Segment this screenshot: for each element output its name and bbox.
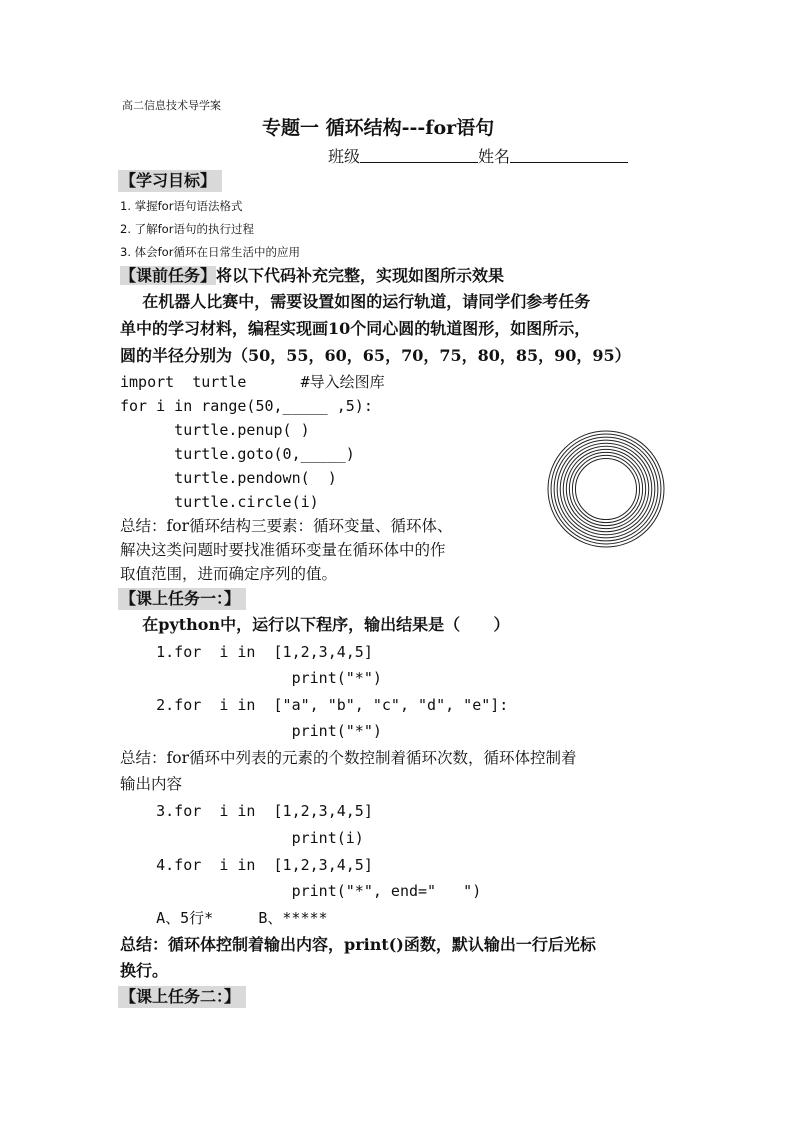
task1-summary2: 总结：循环体控制着输出内容，print()函数，默认输出一行后光标 [120, 935, 596, 954]
circle-ring [548, 431, 664, 547]
task1-code-line: print("*") [120, 722, 382, 740]
name-label: 姓名 [478, 147, 511, 166]
class-blank [360, 148, 478, 163]
pre-task-heading-bracket: 【课前任务】 [120, 266, 217, 285]
page-title: 专题一 循环结构---for语句 [262, 117, 495, 139]
circle-ring [566, 449, 645, 528]
task1-question: 在python中，运行以下程序，输出结果是（ ） [120, 615, 510, 634]
pre-task-summary: 总结：for循环结构三要素：循环变量、循环体、 [120, 517, 453, 535]
task1-summary: 总结：for循环中列表的元素的个数控制着循环次数，循环体控制着 [120, 749, 577, 767]
circle-ring [575, 458, 636, 519]
document-header: 高二信息技术导学案 [122, 99, 221, 112]
pre-task-heading [118, 265, 510, 287]
circle-ring [572, 455, 639, 522]
pre-task-summary: 取值范围，进而确定序列的值。 [120, 565, 338, 583]
task1-heading: 【课上任务一：】 [118, 588, 246, 610]
task1-options: A、5行* B、***** [120, 909, 328, 927]
pre-task-para: 单中的学习材料，编程实现画10个同心圆的轨道图形，如图所示， [120, 319, 591, 338]
pre-task-summary: 解决这类问题时要找准循环变量在循环体中的作 [120, 541, 446, 559]
code-line: turtle.pendown( ) [120, 469, 337, 487]
code-line: turtle.circle(i) [120, 493, 319, 511]
concentric-circles-figure [546, 429, 666, 549]
class-label: 班级 [328, 147, 361, 166]
pre-task-heading-text: 将以下代码补充完整，实现如图所示效果 [216, 266, 505, 285]
class-name-line [328, 148, 628, 166]
task1-code-line: print(i) [120, 829, 364, 847]
code-line: import turtle #导入绘图库 [120, 373, 385, 391]
task1-summary2: 换行。 [120, 961, 169, 980]
code-line: for i in range(50,_____ ,5): [120, 397, 373, 415]
task1-code-line: print("*", end=" ") [120, 882, 482, 900]
pre-task-para: 圆的半径分别为（50，55，60，65，70，75，80，85，90，95） [120, 346, 631, 365]
task1-code-line: 1.for i in [1,2,3,4,5] [120, 643, 373, 661]
circle-ring [569, 452, 642, 525]
circle-ring [557, 440, 655, 538]
goal-item: 3. 体会for循环在日常生活中的应用 [120, 245, 300, 259]
goals-heading: 【学习目标】 [118, 170, 222, 192]
goal-item: 1. 掌握for语句语法格式 [120, 199, 243, 213]
task1-code-line: 4.for i in [1,2,3,4,5] [120, 856, 373, 874]
task2-heading: 【课上任务二：】 [118, 986, 246, 1008]
pre-task-para: 在机器人比赛中，需要设置如图的运行轨道，请同学们参考任务 [120, 292, 591, 311]
task1-code-line: 2.for i in ["a", "b", "c", "d", "e"]: [120, 696, 509, 714]
task1-code-line: 3.for i in [1,2,3,4,5] [120, 802, 373, 820]
code-line: turtle.goto(0,_____) [120, 445, 355, 463]
circle-ring [563, 446, 648, 531]
circle-ring [560, 443, 652, 535]
task1-code-line: print("*") [120, 669, 382, 687]
code-line: turtle.penup( ) [120, 421, 310, 439]
goal-item: 2. 了解for语句的执行过程 [120, 222, 254, 236]
task1-summary: 输出内容 [120, 775, 183, 793]
name-blank [510, 148, 628, 163]
circle-ring [551, 434, 661, 544]
